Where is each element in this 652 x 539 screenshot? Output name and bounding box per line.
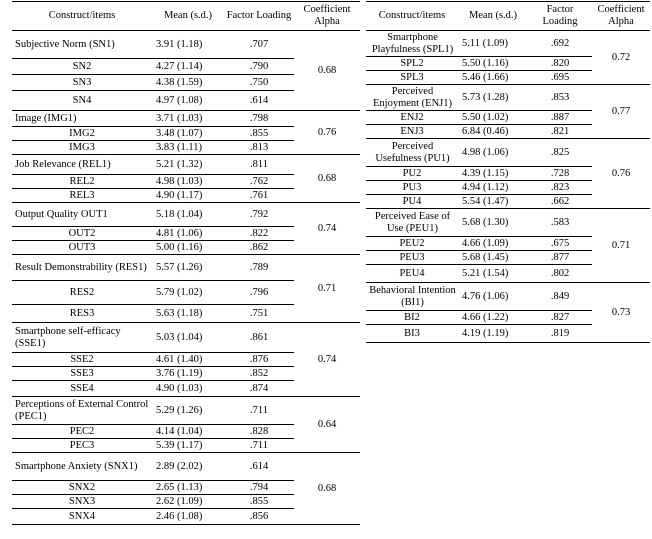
construct-item-cell: SSE4 bbox=[12, 381, 152, 397]
mean-sd-cell: 4.27 (1.14) bbox=[152, 59, 224, 75]
factor-loading-cell: .811 bbox=[224, 155, 294, 175]
table-header-row bbox=[366, 2, 650, 31]
construct-item-cell: RES2 bbox=[12, 281, 152, 305]
table-row bbox=[366, 209, 650, 237]
factor-loading-cell: .877 bbox=[528, 251, 592, 265]
mean-sd-cell: 4.94 (1.12) bbox=[458, 181, 528, 195]
factor-loading-cell: .853 bbox=[528, 85, 592, 111]
header-construct: Construct/items bbox=[366, 2, 458, 31]
construct-item-cell: Subjective Norm (SN1) bbox=[12, 31, 152, 59]
mean-sd-cell: 3.91 (1.18) bbox=[152, 31, 224, 59]
factor-loading-cell: .852 bbox=[224, 367, 294, 381]
mean-sd-cell: 2.46 (1.08) bbox=[152, 509, 224, 525]
construct-item-cell: Output Quality OUT1 bbox=[12, 203, 152, 227]
table-row bbox=[12, 323, 360, 353]
mean-sd-cell: 4.98 (1.06) bbox=[458, 139, 528, 167]
construct-item-cell: PU2 bbox=[366, 167, 458, 181]
factor-loading-cell: .874 bbox=[224, 381, 294, 397]
mean-sd-cell: 3.83 (1.11) bbox=[152, 141, 224, 155]
construct-item-cell: SSE3 bbox=[12, 367, 152, 381]
construct-item-cell: OUT3 bbox=[12, 241, 152, 255]
factor-loading-cell: .751 bbox=[224, 305, 294, 323]
construct-item-cell: PU4 bbox=[366, 195, 458, 209]
mean-sd-cell: 4.61 (1.40) bbox=[152, 353, 224, 367]
table-row bbox=[366, 283, 650, 311]
mean-sd-cell: 2.65 (1.13) bbox=[152, 481, 224, 495]
mean-sd-cell: 4.90 (1.17) bbox=[152, 189, 224, 203]
mean-sd-cell: 3.76 (1.19) bbox=[152, 367, 224, 381]
construct-item-cell: OUT2 bbox=[12, 227, 152, 241]
table-row bbox=[12, 155, 360, 175]
table-row bbox=[366, 31, 650, 57]
table-row bbox=[12, 397, 360, 425]
coefficient-alpha-cell: 0.76 bbox=[592, 139, 650, 209]
coefficient-alpha-cell: 0.77 bbox=[592, 85, 650, 139]
factor-loading-cell: .792 bbox=[224, 203, 294, 227]
construct-item-cell: SPL2 bbox=[366, 57, 458, 71]
construct-item-cell: REL2 bbox=[12, 175, 152, 189]
factor-loading-cell: .821 bbox=[528, 125, 592, 139]
factor-loading-cell: .825 bbox=[528, 139, 592, 167]
coefficient-alpha-cell: 0.74 bbox=[294, 203, 360, 255]
table-body-left bbox=[12, 31, 360, 525]
mean-sd-cell: 6.84 (0.46) bbox=[458, 125, 528, 139]
factor-loading-cell: .794 bbox=[224, 481, 294, 495]
header-loading: Factor Loading bbox=[528, 2, 592, 31]
factor-loading-cell: .855 bbox=[224, 495, 294, 509]
construct-item-cell: IMG2 bbox=[12, 127, 152, 141]
mean-sd-cell: 4.39 (1.15) bbox=[458, 167, 528, 181]
factor-loading-cell: .855 bbox=[224, 127, 294, 141]
coefficient-alpha-cell: 0.71 bbox=[294, 255, 360, 323]
factor-loading-cell: .711 bbox=[224, 397, 294, 425]
construct-item-cell: BI2 bbox=[366, 311, 458, 325]
construct-item-cell: IMG3 bbox=[12, 141, 152, 155]
construct-item-cell: SSE2 bbox=[12, 353, 152, 367]
mean-sd-cell: 5.68 (1.30) bbox=[458, 209, 528, 237]
construct-item-cell: Perceived Usefulness (PU1) bbox=[366, 139, 458, 167]
mean-sd-cell: 4.38 (1.59) bbox=[152, 75, 224, 91]
factor-loading-cell: .823 bbox=[528, 181, 592, 195]
factor-loading-cell: .796 bbox=[224, 281, 294, 305]
mean-sd-cell: 3.48 (1.07) bbox=[152, 127, 224, 141]
mean-sd-cell: 5.03 (1.04) bbox=[152, 323, 224, 353]
mean-sd-cell: 4.81 (1.06) bbox=[152, 227, 224, 241]
construct-item-cell: ENJ2 bbox=[366, 111, 458, 125]
construct-item-cell: Perceived Ease of Use (PEU1) bbox=[366, 209, 458, 237]
table-row bbox=[12, 255, 360, 281]
factor-loading-cell: .828 bbox=[224, 425, 294, 439]
construct-item-cell: RES3 bbox=[12, 305, 152, 323]
table-row bbox=[12, 111, 360, 127]
construct-item-cell: PEC2 bbox=[12, 425, 152, 439]
mean-sd-cell: 2.62 (1.09) bbox=[152, 495, 224, 509]
mean-sd-cell: 4.14 (1.04) bbox=[152, 425, 224, 439]
factor-loading-cell: .662 bbox=[528, 195, 592, 209]
factor-loading-cell: .711 bbox=[224, 439, 294, 453]
construct-item-cell: SNX4 bbox=[12, 509, 152, 525]
factor-loading-cell: .707 bbox=[224, 31, 294, 59]
table-header-row bbox=[12, 2, 360, 31]
factor-loading-cell: .798 bbox=[224, 111, 294, 127]
coefficient-alpha-cell: 0.71 bbox=[592, 209, 650, 283]
construct-item-cell: PEU4 bbox=[366, 265, 458, 283]
table-row bbox=[366, 139, 650, 167]
table-row bbox=[366, 85, 650, 111]
header-mean: Mean (s.d.) bbox=[152, 2, 224, 31]
mean-sd-cell: 3.71 (1.03) bbox=[152, 111, 224, 127]
table-row bbox=[12, 203, 360, 227]
mean-sd-cell: 4.66 (1.22) bbox=[458, 311, 528, 325]
construct-item-cell: SN2 bbox=[12, 59, 152, 75]
mean-sd-cell: 5.50 (1.02) bbox=[458, 111, 528, 125]
coefficient-alpha-cell: 0.74 bbox=[294, 323, 360, 397]
factor-loading-cell: .790 bbox=[224, 59, 294, 75]
construct-item-cell: PEU3 bbox=[366, 251, 458, 265]
mean-sd-cell: 4.97 (1.08) bbox=[152, 91, 224, 111]
factor-loading-cell: .822 bbox=[224, 227, 294, 241]
mean-sd-cell: 5.73 (1.28) bbox=[458, 85, 528, 111]
coefficient-alpha-cell: 0.68 bbox=[294, 31, 360, 111]
mean-sd-cell: 5.50 (1.16) bbox=[458, 57, 528, 71]
mean-sd-cell: 5.00 (1.16) bbox=[152, 241, 224, 255]
header-mean: Mean (s.d.) bbox=[458, 2, 528, 31]
construct-item-cell: Result Demonstrability (RES1) bbox=[12, 255, 152, 281]
construct-item-cell: SN3 bbox=[12, 75, 152, 91]
mean-sd-cell: 4.90 (1.03) bbox=[152, 381, 224, 397]
mean-sd-cell: 5.68 (1.45) bbox=[458, 251, 528, 265]
mean-sd-cell: 4.76 (1.06) bbox=[458, 283, 528, 311]
factor-loading-cell: .802 bbox=[528, 265, 592, 283]
header-alpha: Coefficient Alpha bbox=[294, 2, 360, 31]
factor-loading-cell: .876 bbox=[224, 353, 294, 367]
mean-sd-cell: 5.18 (1.04) bbox=[152, 203, 224, 227]
construct-item-cell: Behavioral Intention (BI1) bbox=[366, 283, 458, 311]
construct-item-cell: SPL3 bbox=[366, 71, 458, 85]
factor-loading-cell: .819 bbox=[528, 325, 592, 343]
construct-item-cell: Job Relevance (REL1) bbox=[12, 155, 152, 175]
mean-sd-cell: 5.11 (1.09) bbox=[458, 31, 528, 57]
factor-loading-cell: .692 bbox=[528, 31, 592, 57]
construct-item-cell: Smartphone Playfulness (SPL1) bbox=[366, 31, 458, 57]
factor-loading-cell: .887 bbox=[528, 111, 592, 125]
construct-table-left bbox=[12, 1, 360, 525]
construct-item-cell: SN4 bbox=[12, 91, 152, 111]
construct-item-cell: Smartphone self-efficacy (SSE1) bbox=[12, 323, 152, 353]
factor-loading-cell: .813 bbox=[224, 141, 294, 155]
construct-item-cell: REL3 bbox=[12, 189, 152, 203]
mean-sd-cell: 4.98 (1.03) bbox=[152, 175, 224, 189]
construct-item-cell: ENJ3 bbox=[366, 125, 458, 139]
construct-item-cell: PU3 bbox=[366, 181, 458, 195]
factor-loading-cell: .762 bbox=[224, 175, 294, 189]
mean-sd-cell: 5.29 (1.26) bbox=[152, 397, 224, 425]
factor-loading-cell: .583 bbox=[528, 209, 592, 237]
construct-item-cell: Perceptions of External Control (PEC1) bbox=[12, 397, 152, 425]
coefficient-alpha-cell: 0.73 bbox=[592, 283, 650, 343]
construct-item-cell: Perceived Enjoyment (ENJ1) bbox=[366, 85, 458, 111]
mean-sd-cell: 2.89 (2.02) bbox=[152, 453, 224, 481]
construct-item-cell: SNX3 bbox=[12, 495, 152, 509]
mean-sd-cell: 5.54 (1.47) bbox=[458, 195, 528, 209]
mean-sd-cell: 5.79 (1.02) bbox=[152, 281, 224, 305]
coefficient-alpha-cell: 0.72 bbox=[592, 31, 650, 85]
coefficient-alpha-cell: 0.76 bbox=[294, 111, 360, 155]
factor-loading-cell: .861 bbox=[224, 323, 294, 353]
construct-item-cell: Image (IMG1) bbox=[12, 111, 152, 127]
coefficient-alpha-cell: 0.64 bbox=[294, 397, 360, 453]
mean-sd-cell: 5.57 (1.26) bbox=[152, 255, 224, 281]
factor-loading-cell: .856 bbox=[224, 509, 294, 525]
construct-item-cell: PEC3 bbox=[12, 439, 152, 453]
construct-item-cell: Smartphone Anxiety (SNX1) bbox=[12, 453, 152, 481]
construct-table-right bbox=[366, 1, 650, 343]
mean-sd-cell: 4.66 (1.09) bbox=[458, 237, 528, 251]
factor-loading-cell: .675 bbox=[528, 237, 592, 251]
factor-loading-cell: .695 bbox=[528, 71, 592, 85]
coefficient-alpha-cell: 0.68 bbox=[294, 155, 360, 203]
coefficient-alpha-cell: 0.68 bbox=[294, 453, 360, 525]
header-loading: Factor Loading bbox=[224, 2, 294, 31]
mean-sd-cell: 5.39 (1.17) bbox=[152, 439, 224, 453]
factor-loading-cell: .820 bbox=[528, 57, 592, 71]
table-row bbox=[12, 453, 360, 481]
table-body-right bbox=[366, 31, 650, 343]
factor-loading-cell: .789 bbox=[224, 255, 294, 281]
factor-loading-cell: .849 bbox=[528, 283, 592, 311]
construct-item-cell: PEU2 bbox=[366, 237, 458, 251]
mean-sd-cell: 5.46 (1.66) bbox=[458, 71, 528, 85]
factor-loading-cell: .614 bbox=[224, 91, 294, 111]
factor-loading-cell: .614 bbox=[224, 453, 294, 481]
mean-sd-cell: 5.21 (1.54) bbox=[458, 265, 528, 283]
factor-loading-cell: .728 bbox=[528, 167, 592, 181]
construct-item-cell: BI3 bbox=[366, 325, 458, 343]
factor-loading-cell: .750 bbox=[224, 75, 294, 91]
factor-loading-cell: .827 bbox=[528, 311, 592, 325]
factor-loading-cell: .862 bbox=[224, 241, 294, 255]
table-row bbox=[12, 31, 360, 59]
mean-sd-cell: 5.21 (1.32) bbox=[152, 155, 224, 175]
header-construct: Construct/items bbox=[12, 2, 152, 31]
construct-item-cell: SNX2 bbox=[12, 481, 152, 495]
factor-loading-cell: .761 bbox=[224, 189, 294, 203]
mean-sd-cell: 4.19 (1.19) bbox=[458, 325, 528, 343]
mean-sd-cell: 5.63 (1.18) bbox=[152, 305, 224, 323]
header-alpha: Coefficient Alpha bbox=[592, 2, 650, 31]
